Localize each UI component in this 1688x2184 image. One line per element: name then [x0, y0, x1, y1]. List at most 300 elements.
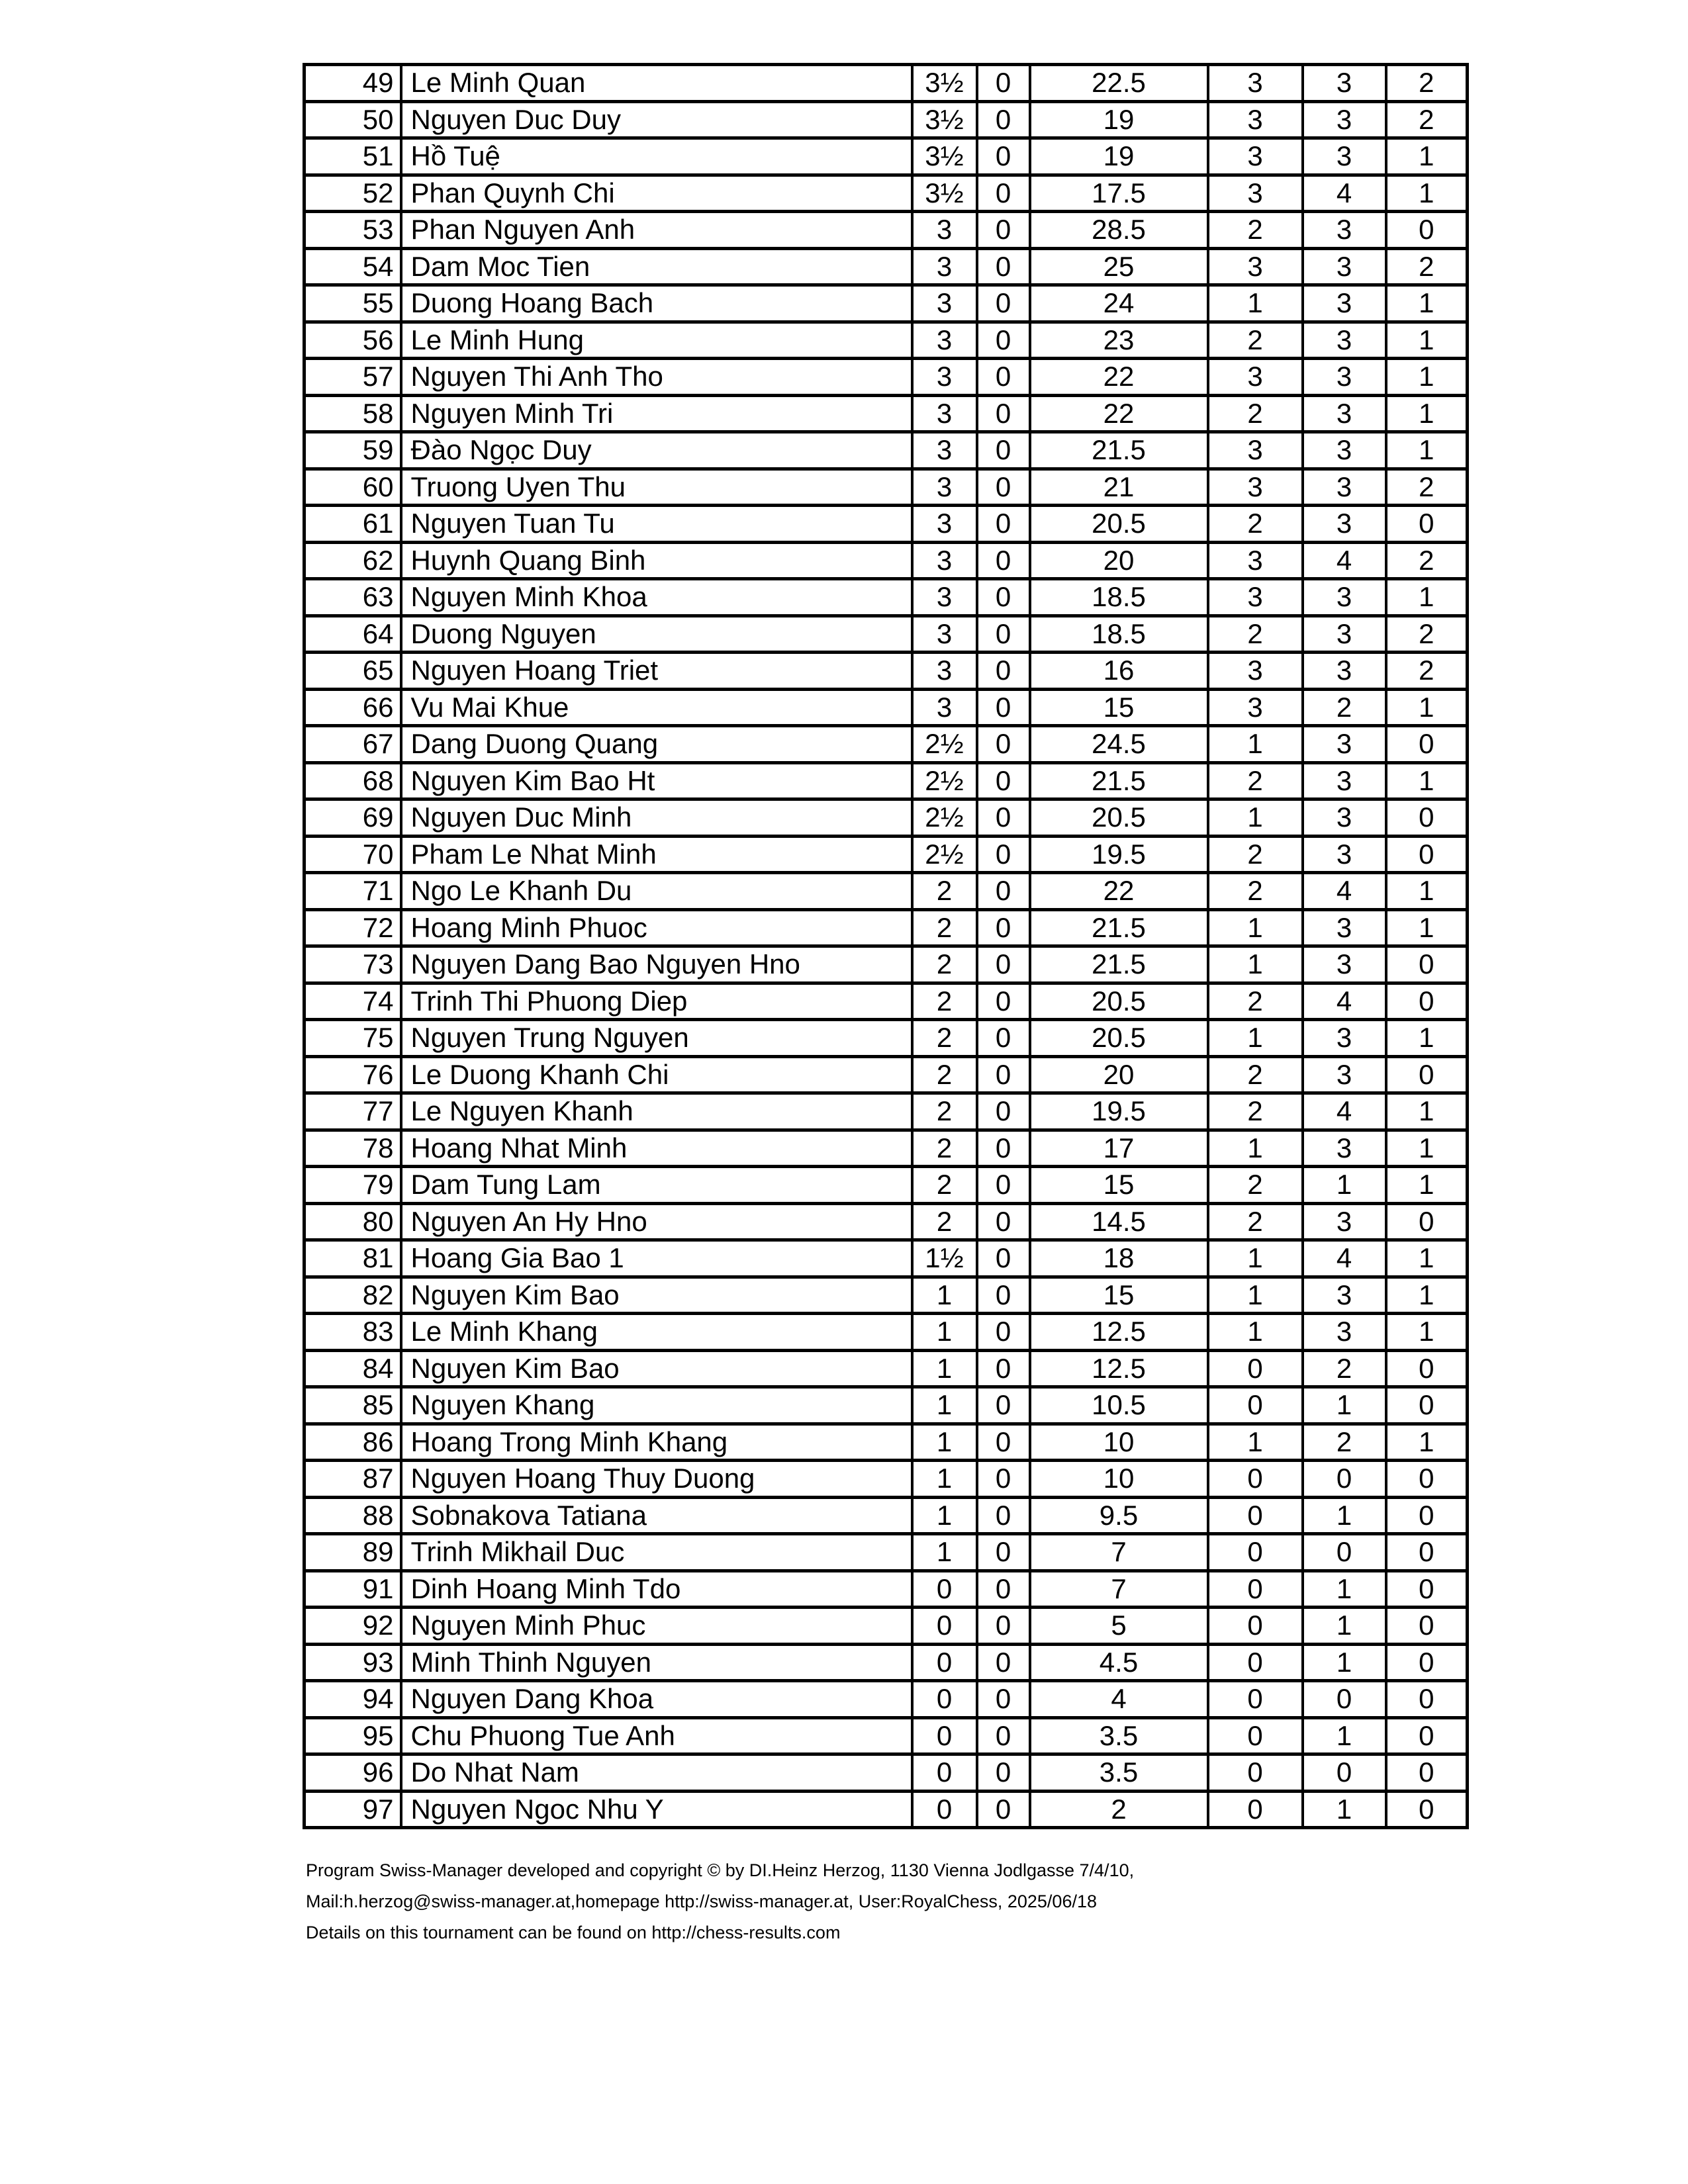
tiebreak4-cell: 3 [1303, 1203, 1386, 1240]
name-cell: Dam Moc Tien [401, 248, 912, 285]
table-row [305, 726, 1468, 763]
rank-cell: 94 [305, 1681, 401, 1718]
name-cell: Hoang Minh Phuoc [401, 909, 912, 946]
tiebreak1-cell: 0 [977, 689, 1030, 726]
tiebreak3-cell: 1 [1208, 1424, 1303, 1461]
tiebreak4-cell: 0 [1303, 1461, 1386, 1498]
name-cell: Nguyen Duc Minh [401, 799, 912, 837]
tiebreak2-cell: 20.5 [1030, 799, 1208, 837]
points-cell: 3 [912, 689, 977, 726]
table-row [305, 469, 1468, 506]
table-row [305, 579, 1468, 616]
tiebreak3-cell: 1 [1208, 1314, 1303, 1351]
tiebreak3-cell: 0 [1208, 1570, 1303, 1608]
tiebreak4-cell: 3 [1303, 799, 1386, 837]
tiebreak1-cell: 0 [977, 1240, 1030, 1277]
tiebreak4-cell: 2 [1303, 1350, 1386, 1387]
table-row [305, 1056, 1468, 1093]
table-row [305, 1461, 1468, 1498]
name-cell: Ngo Le Khanh Du [401, 873, 912, 910]
tiebreak4-cell: 3 [1303, 65, 1386, 102]
tiebreak2-cell: 21.5 [1030, 946, 1208, 983]
tiebreak4-cell: 1 [1303, 1644, 1386, 1681]
tiebreak3-cell: 2 [1208, 762, 1303, 799]
tiebreak3-cell: 0 [1208, 1754, 1303, 1792]
tiebreak4-cell: 3 [1303, 653, 1386, 690]
name-cell: Chu Phuong Tue Anh [401, 1717, 912, 1754]
tiebreak1-cell: 0 [977, 873, 1030, 910]
tiebreak4-cell: 3 [1303, 615, 1386, 653]
points-cell: 2½ [912, 799, 977, 837]
points-cell: 1 [912, 1277, 977, 1314]
points-cell: 2½ [912, 762, 977, 799]
tiebreak1-cell: 0 [977, 1717, 1030, 1754]
points-cell: 0 [912, 1570, 977, 1608]
tiebreak5-cell: 1 [1386, 1277, 1468, 1314]
tiebreak1-cell: 0 [977, 138, 1030, 175]
rank-cell: 49 [305, 65, 401, 102]
tiebreak2-cell: 18 [1030, 1240, 1208, 1277]
tiebreak2-cell: 21.5 [1030, 909, 1208, 946]
tiebreak1-cell: 0 [977, 1020, 1030, 1057]
tiebreak5-cell: 1 [1386, 579, 1468, 616]
tiebreak5-cell: 0 [1386, 1608, 1468, 1645]
tiebreak1-cell: 0 [977, 542, 1030, 579]
table-row [305, 1167, 1468, 1204]
rank-cell: 51 [305, 138, 401, 175]
table-row [305, 1387, 1468, 1424]
table-row [305, 1681, 1468, 1718]
tiebreak1-cell: 0 [977, 946, 1030, 983]
table-row [305, 653, 1468, 690]
name-cell: Dang Duong Quang [401, 726, 912, 763]
tiebreak1-cell: 0 [977, 799, 1030, 837]
tiebreak4-cell: 4 [1303, 542, 1386, 579]
rank-cell: 97 [305, 1791, 401, 1828]
points-cell: 3 [912, 653, 977, 690]
tiebreak5-cell: 2 [1386, 615, 1468, 653]
tiebreak2-cell: 24 [1030, 285, 1208, 322]
points-cell: 3 [912, 285, 977, 322]
tiebreak2-cell: 20.5 [1030, 1020, 1208, 1057]
tiebreak5-cell: 1 [1386, 432, 1468, 469]
name-cell: Nguyen Trung Nguyen [401, 1020, 912, 1057]
tiebreak2-cell: 22.5 [1030, 65, 1208, 102]
tiebreak3-cell: 2 [1208, 395, 1303, 432]
tiebreak2-cell: 10.5 [1030, 1387, 1208, 1424]
tiebreak3-cell: 1 [1208, 1130, 1303, 1167]
name-cell: Le Duong Khanh Chi [401, 1056, 912, 1093]
name-cell: Nguyen Ngoc Nhu Y [401, 1791, 912, 1828]
tiebreak1-cell: 0 [977, 1387, 1030, 1424]
tiebreak4-cell: 0 [1303, 1681, 1386, 1718]
tiebreak1-cell: 0 [977, 615, 1030, 653]
points-cell: 3½ [912, 138, 977, 175]
page-footer [306, 1861, 1134, 1954]
rank-cell: 81 [305, 1240, 401, 1277]
tiebreak3-cell: 3 [1208, 432, 1303, 469]
rank-cell: 57 [305, 359, 401, 396]
standings-table [303, 63, 1469, 1829]
tiebreak3-cell: 0 [1208, 1387, 1303, 1424]
points-cell: 0 [912, 1754, 977, 1792]
rank-cell: 86 [305, 1424, 401, 1461]
table-row [305, 506, 1468, 543]
standings-table-body [305, 65, 1468, 1828]
tiebreak2-cell: 24.5 [1030, 726, 1208, 763]
tiebreak1-cell: 0 [977, 1277, 1030, 1314]
tiebreak4-cell: 3 [1303, 762, 1386, 799]
tiebreak5-cell: 0 [1386, 506, 1468, 543]
tiebreak2-cell: 2 [1030, 1791, 1208, 1828]
tiebreak5-cell: 0 [1386, 946, 1468, 983]
tiebreak1-cell: 0 [977, 1130, 1030, 1167]
tiebreak1-cell: 0 [977, 1791, 1030, 1828]
name-cell: Nguyen Kim Bao [401, 1277, 912, 1314]
tiebreak2-cell: 15 [1030, 1167, 1208, 1204]
tiebreak5-cell: 0 [1386, 726, 1468, 763]
table-row [305, 1130, 1468, 1167]
tiebreak3-cell: 2 [1208, 322, 1303, 359]
tiebreak3-cell: 1 [1208, 946, 1303, 983]
tiebreak2-cell: 22 [1030, 395, 1208, 432]
tiebreak3-cell: 2 [1208, 1203, 1303, 1240]
tiebreak1-cell: 0 [977, 432, 1030, 469]
tiebreak4-cell: 3 [1303, 1277, 1386, 1314]
table-row [305, 65, 1468, 102]
name-cell: Nguyen Kim Bao Ht [401, 762, 912, 799]
table-row [305, 689, 1468, 726]
tiebreak2-cell: 22 [1030, 873, 1208, 910]
tiebreak4-cell: 3 [1303, 395, 1386, 432]
tiebreak4-cell: 1 [1303, 1387, 1386, 1424]
name-cell: Hồ Tuệ [401, 138, 912, 175]
points-cell: 1 [912, 1387, 977, 1424]
rank-cell: 69 [305, 799, 401, 837]
tiebreak3-cell: 2 [1208, 1093, 1303, 1130]
tiebreak4-cell: 3 [1303, 1056, 1386, 1093]
rank-cell: 54 [305, 248, 401, 285]
points-cell: 3 [912, 615, 977, 653]
rank-cell: 83 [305, 1314, 401, 1351]
tiebreak4-cell: 3 [1303, 726, 1386, 763]
points-cell: 3 [912, 248, 977, 285]
tiebreak3-cell: 3 [1208, 653, 1303, 690]
name-cell: Vu Mai Khue [401, 689, 912, 726]
tiebreak1-cell: 0 [977, 248, 1030, 285]
tiebreak4-cell: 1 [1303, 1167, 1386, 1204]
tiebreak3-cell: 2 [1208, 506, 1303, 543]
tiebreak4-cell: 3 [1303, 285, 1386, 322]
name-cell: Nguyen Tuan Tu [401, 506, 912, 543]
rank-cell: 61 [305, 506, 401, 543]
tiebreak3-cell: 2 [1208, 873, 1303, 910]
name-cell: Nguyen Duc Duy [401, 101, 912, 138]
points-cell: 3½ [912, 101, 977, 138]
tiebreak2-cell: 19 [1030, 138, 1208, 175]
name-cell: Nguyen Dang Khoa [401, 1681, 912, 1718]
tiebreak5-cell: 1 [1386, 285, 1468, 322]
tiebreak3-cell: 3 [1208, 65, 1303, 102]
tiebreak3-cell: 2 [1208, 983, 1303, 1020]
tiebreak4-cell: 3 [1303, 322, 1386, 359]
tiebreak3-cell: 2 [1208, 1167, 1303, 1204]
tiebreak2-cell: 18.5 [1030, 615, 1208, 653]
rank-cell: 88 [305, 1497, 401, 1534]
tiebreak5-cell: 1 [1386, 762, 1468, 799]
table-row [305, 322, 1468, 359]
tiebreak1-cell: 0 [977, 1461, 1030, 1498]
tiebreak2-cell: 17 [1030, 1130, 1208, 1167]
tiebreak5-cell: 1 [1386, 1314, 1468, 1351]
rank-cell: 80 [305, 1203, 401, 1240]
tiebreak3-cell: 1 [1208, 909, 1303, 946]
tiebreak1-cell: 0 [977, 762, 1030, 799]
tiebreak5-cell: 0 [1386, 1350, 1468, 1387]
tiebreak2-cell: 10 [1030, 1424, 1208, 1461]
points-cell: 2½ [912, 726, 977, 763]
tiebreak5-cell: 0 [1386, 1387, 1468, 1424]
tiebreak5-cell: 1 [1386, 689, 1468, 726]
tiebreak4-cell: 1 [1303, 1570, 1386, 1608]
tiebreak1-cell: 0 [977, 579, 1030, 616]
tiebreak4-cell: 3 [1303, 1020, 1386, 1057]
tiebreak4-cell: 4 [1303, 873, 1386, 910]
rank-cell: 93 [305, 1644, 401, 1681]
rank-cell: 58 [305, 395, 401, 432]
name-cell: Nguyen Kim Bao [401, 1350, 912, 1387]
rank-cell: 68 [305, 762, 401, 799]
table-row [305, 175, 1468, 212]
tiebreak3-cell: 2 [1208, 615, 1303, 653]
tiebreak4-cell: 3 [1303, 212, 1386, 249]
points-cell: 1 [912, 1314, 977, 1351]
tiebreak4-cell: 4 [1303, 983, 1386, 1020]
tiebreak3-cell: 3 [1208, 542, 1303, 579]
tiebreak4-cell: 3 [1303, 469, 1386, 506]
points-cell: 3 [912, 322, 977, 359]
rank-cell: 67 [305, 726, 401, 763]
table-row [305, 799, 1468, 837]
rank-cell: 92 [305, 1608, 401, 1645]
tiebreak1-cell: 0 [977, 101, 1030, 138]
tiebreak1-cell: 0 [977, 285, 1030, 322]
rank-cell: 74 [305, 983, 401, 1020]
tiebreak3-cell: 0 [1208, 1644, 1303, 1681]
points-cell: 3 [912, 432, 977, 469]
tiebreak3-cell: 3 [1208, 101, 1303, 138]
tiebreak3-cell: 0 [1208, 1791, 1303, 1828]
table-row [305, 395, 1468, 432]
tiebreak2-cell: 19.5 [1030, 1093, 1208, 1130]
tiebreak2-cell: 21.5 [1030, 762, 1208, 799]
points-cell: 3 [912, 579, 977, 616]
table-row [305, 1093, 1468, 1130]
name-cell: Đào Ngọc Duy [401, 432, 912, 469]
rank-cell: 82 [305, 1277, 401, 1314]
tiebreak1-cell: 0 [977, 506, 1030, 543]
points-cell: 2 [912, 1130, 977, 1167]
tiebreak5-cell: 1 [1386, 175, 1468, 212]
tiebreak4-cell: 1 [1303, 1791, 1386, 1828]
tiebreak3-cell: 0 [1208, 1350, 1303, 1387]
table-row [305, 1240, 1468, 1277]
points-cell: 3 [912, 212, 977, 249]
tiebreak4-cell: 3 [1303, 1130, 1386, 1167]
rank-cell: 85 [305, 1387, 401, 1424]
tiebreak1-cell: 0 [977, 836, 1030, 873]
rank-cell: 53 [305, 212, 401, 249]
tiebreak3-cell: 2 [1208, 836, 1303, 873]
tiebreak5-cell: 1 [1386, 873, 1468, 910]
footer-contact-line: Mail:h.herzog@swiss-manager.at,homepage http://swiss-manager.at, User:RoyalChess, 2025/06/18 [306, 1891, 1098, 1911]
points-cell: 2½ [912, 836, 977, 873]
tiebreak3-cell: 0 [1208, 1534, 1303, 1571]
table-row [305, 1203, 1468, 1240]
tiebreak1-cell: 0 [977, 1093, 1030, 1130]
name-cell: Le Nguyen Khanh [401, 1093, 912, 1130]
tiebreak3-cell: 0 [1208, 1681, 1303, 1718]
table-row [305, 1424, 1468, 1461]
points-cell: 3 [912, 542, 977, 579]
table-row [305, 1644, 1468, 1681]
table-row [305, 1497, 1468, 1534]
name-cell: Hoang Nhat Minh [401, 1130, 912, 1167]
tiebreak2-cell: 20 [1030, 542, 1208, 579]
tiebreak5-cell: 2 [1386, 653, 1468, 690]
table-row [305, 909, 1468, 946]
table-row [305, 615, 1468, 653]
tiebreak4-cell: 1 [1303, 1497, 1386, 1534]
tiebreak2-cell: 3.5 [1030, 1717, 1208, 1754]
rank-cell: 72 [305, 909, 401, 946]
points-cell: 3 [912, 359, 977, 396]
tiebreak2-cell: 4 [1030, 1681, 1208, 1718]
table-row [305, 873, 1468, 910]
tiebreak4-cell: 0 [1303, 1754, 1386, 1792]
points-cell: 2 [912, 909, 977, 946]
rank-cell: 66 [305, 689, 401, 726]
table-row [305, 1277, 1468, 1314]
table-row [305, 1754, 1468, 1792]
points-cell: 3 [912, 506, 977, 543]
tiebreak5-cell: 0 [1386, 1791, 1468, 1828]
rank-cell: 87 [305, 1461, 401, 1498]
tiebreak1-cell: 0 [977, 909, 1030, 946]
tiebreak2-cell: 16 [1030, 653, 1208, 690]
tiebreak2-cell: 4.5 [1030, 1644, 1208, 1681]
rank-cell: 59 [305, 432, 401, 469]
tiebreak5-cell: 0 [1386, 1056, 1468, 1093]
name-cell: Trinh Thi Phuong Diep [401, 983, 912, 1020]
points-cell: 2 [912, 1020, 977, 1057]
footer-program-line: Program Swiss-Manager developed and copyright © by DI.Heinz Herzog, 1130 Vienna Jodlgasse 7/4/10, [306, 1860, 1135, 1880]
tiebreak4-cell: 3 [1303, 101, 1386, 138]
rank-cell: 91 [305, 1570, 401, 1608]
rank-cell: 64 [305, 615, 401, 653]
tiebreak3-cell: 1 [1208, 1240, 1303, 1277]
tiebreak5-cell: 1 [1386, 909, 1468, 946]
points-cell: 3 [912, 395, 977, 432]
tiebreak2-cell: 14.5 [1030, 1203, 1208, 1240]
tiebreak5-cell: 0 [1386, 1570, 1468, 1608]
tiebreak1-cell: 0 [977, 1056, 1030, 1093]
tiebreak5-cell: 2 [1386, 248, 1468, 285]
tiebreak1-cell: 0 [977, 1644, 1030, 1681]
rank-cell: 78 [305, 1130, 401, 1167]
table-row [305, 1020, 1468, 1057]
rank-cell: 84 [305, 1350, 401, 1387]
table-row [305, 1717, 1468, 1754]
rank-cell: 65 [305, 653, 401, 690]
tiebreak4-cell: 3 [1303, 946, 1386, 983]
tiebreak5-cell: 1 [1386, 322, 1468, 359]
points-cell: 1½ [912, 1240, 977, 1277]
tiebreak5-cell: 0 [1386, 983, 1468, 1020]
tiebreak1-cell: 0 [977, 1754, 1030, 1792]
tiebreak5-cell: 0 [1386, 1461, 1468, 1498]
points-cell: 1 [912, 1350, 977, 1387]
tiebreak1-cell: 0 [977, 1314, 1030, 1351]
tiebreak3-cell: 1 [1208, 285, 1303, 322]
tiebreak5-cell: 1 [1386, 359, 1468, 396]
table-row [305, 1534, 1468, 1571]
tiebreak2-cell: 7 [1030, 1534, 1208, 1571]
name-cell: Huynh Quang Binh [401, 542, 912, 579]
points-cell: 1 [912, 1497, 977, 1534]
name-cell: Le Minh Hung [401, 322, 912, 359]
tiebreak1-cell: 0 [977, 1608, 1030, 1645]
tiebreak2-cell: 10 [1030, 1461, 1208, 1498]
table-row [305, 101, 1468, 138]
points-cell: 2 [912, 946, 977, 983]
points-cell: 0 [912, 1717, 977, 1754]
name-cell: Nguyen Minh Tri [401, 395, 912, 432]
tiebreak1-cell: 0 [977, 1350, 1030, 1387]
rank-cell: 56 [305, 322, 401, 359]
points-cell: 3½ [912, 175, 977, 212]
tiebreak3-cell: 3 [1208, 469, 1303, 506]
tiebreak2-cell: 12.5 [1030, 1350, 1208, 1387]
tiebreak5-cell: 2 [1386, 469, 1468, 506]
tiebreak2-cell: 17.5 [1030, 175, 1208, 212]
tiebreak2-cell: 21 [1030, 469, 1208, 506]
table-row [305, 762, 1468, 799]
name-cell: Pham Le Nhat Minh [401, 836, 912, 873]
tiebreak3-cell: 3 [1208, 175, 1303, 212]
table-row [305, 285, 1468, 322]
table-row [305, 359, 1468, 396]
tiebreak3-cell: 0 [1208, 1497, 1303, 1534]
tiebreak4-cell: 0 [1303, 1534, 1386, 1571]
tiebreak4-cell: 1 [1303, 1717, 1386, 1754]
points-cell: 2 [912, 1093, 977, 1130]
rank-cell: 52 [305, 175, 401, 212]
tiebreak2-cell: 15 [1030, 689, 1208, 726]
rank-cell: 62 [305, 542, 401, 579]
rank-cell: 60 [305, 469, 401, 506]
name-cell: Duong Hoang Bach [401, 285, 912, 322]
rank-cell: 95 [305, 1717, 401, 1754]
rank-cell: 75 [305, 1020, 401, 1057]
points-cell: 3½ [912, 65, 977, 102]
table-row [305, 983, 1468, 1020]
points-cell: 0 [912, 1644, 977, 1681]
tiebreak5-cell: 0 [1386, 1203, 1468, 1240]
tiebreak2-cell: 5 [1030, 1608, 1208, 1645]
points-cell: 3 [912, 469, 977, 506]
tiebreak4-cell: 3 [1303, 248, 1386, 285]
